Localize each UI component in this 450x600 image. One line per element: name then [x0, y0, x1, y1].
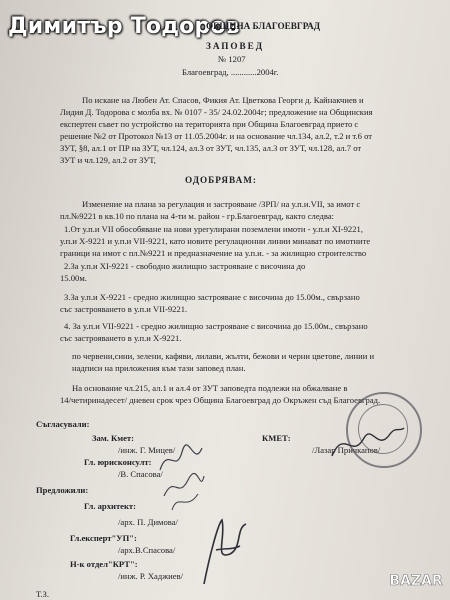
intro-line: По искане на Любен Ат. Спасов, Фикия Ат. Цветкова Георги д. Кайнакчиев и — [82, 95, 364, 105]
document-title: ЗАПОВЕД — [206, 41, 265, 51]
legal-name: /В. Спасова/ — [118, 469, 163, 479]
architect-name: /арх. П. Димова/ — [118, 517, 178, 527]
body-line: със застрояването в у.п.и X-9221. — [60, 333, 182, 343]
mayor-role: КМЕТ: — [262, 433, 291, 443]
mayor-name: /Лазар Причкапов/ — [312, 445, 381, 455]
appeal-line: На основание чл.215, ал.1 и ал.4 от ЗУТ заповедта подлежи на обжалване в — [72, 383, 348, 393]
body-line: у.п.и X-9221 и у.п.и VII-9221, като новите регулационни линии минават по имотните — [60, 236, 371, 246]
place-date: Благоевград, ............2004г. — [182, 67, 279, 77]
intro-line: ЗУТ и чл.129, ал.2 от ЗУТ, — [60, 155, 156, 165]
dept-name: /инж. Р. Хаджиев/ — [118, 571, 184, 581]
body-line: със застрояването в у.п.и VII-9221. — [60, 304, 188, 314]
body-line: Изменение на плана за регулация и застрояване /ЗРП/ на у.п.и.VII, за имот с — [82, 199, 361, 209]
body-line: 4. За у.п.и VII-9221 - средно жилищно застрояване с височина до 15.00м., свързано — [64, 321, 368, 331]
expert-name: /арх.В.Спасова/ — [118, 545, 176, 555]
body-line: граници на имот с пл.№9221 и предназначение на у.п.и. - за жилищно строителство — [60, 248, 367, 258]
body-line: 1.От у.п.и VII обособяване на нови урегулирани поземлени имоти - у.п.и XI-9221, — [64, 224, 363, 234]
intro-line: решение №2 от Протокол №13 от 11.05.2004г. и на основание чл.134, ал.2, т.2 и т.6 от — [60, 131, 373, 141]
architect-signature — [168, 488, 202, 514]
body-line: пл.№9221 в кв.10 по плана на 4-ти м. район - гр.Благоевград, както следва: — [60, 211, 335, 221]
deputy-mayor-role: Зам. Кмет: — [92, 433, 134, 443]
appeal-line: 14/четиринадесет/ дневен срок чрез Община Благоевград до Окръжен съд Благоевград. — [60, 395, 381, 405]
legal-role: Гл. юрисконсулт: — [84, 457, 152, 467]
intro-line: Лидия Д. Тодорова с молба вх. № 0107 - 35/ 24.02.2004г; предложение на Общинския — [60, 107, 373, 117]
proposed-label: Предложили: — [36, 485, 89, 495]
deputy-mayor-name: /инж. Г. Мицев/ — [118, 445, 176, 455]
dept-role: Н-к отдел"КРТ": — [70, 559, 138, 569]
colors-line: надписи на приложения към тази заповед план. — [72, 363, 246, 373]
body-line: 3.За у.п.и X-9221 - средно жилищно застрояване с височина до 15.00м., свързано — [64, 292, 360, 302]
approve-heading: ОДОБРЯВАМ: — [185, 175, 257, 185]
intro-line: експертен съвет по устройство на територията при Община Благоевград прието с — [60, 119, 359, 129]
svg-text:BAZAR: BAZAR — [389, 573, 443, 589]
document-number: № 1207 — [218, 54, 246, 64]
intro-line: ЗУТ, §8, ал.1 от ПР на ЗУТ, чл.124, ал.3 от ЗУТ, чл.135, ал.3 от ЗУТ, чл.128, ал.7 от — [60, 143, 362, 153]
colors-line: по червени,сини, зелени, кафяви, лилави, жълти, бежови и черни цветове, линии и — [72, 351, 375, 361]
expert-signature — [196, 514, 252, 592]
bazar-logo — [384, 566, 448, 592]
agreed-label: Съгласували: — [36, 419, 90, 429]
expert-role: Гл.експерт"УП": — [70, 533, 137, 543]
mayor-signature — [326, 420, 406, 466]
body-line: 2.За у.п.и XI-9221 - свободно жилищно застрояване с височина до — [64, 261, 306, 271]
architect-role: Гл. архитект: — [84, 501, 137, 511]
watermark-banner: Димитър Тодоров — [8, 14, 240, 39]
footer-initials: Т.З. — [36, 589, 49, 599]
org-name: ОБЩИНА БЛАГОЕВГРАД — [206, 21, 321, 31]
body-line: 15.00м. — [60, 273, 87, 283]
